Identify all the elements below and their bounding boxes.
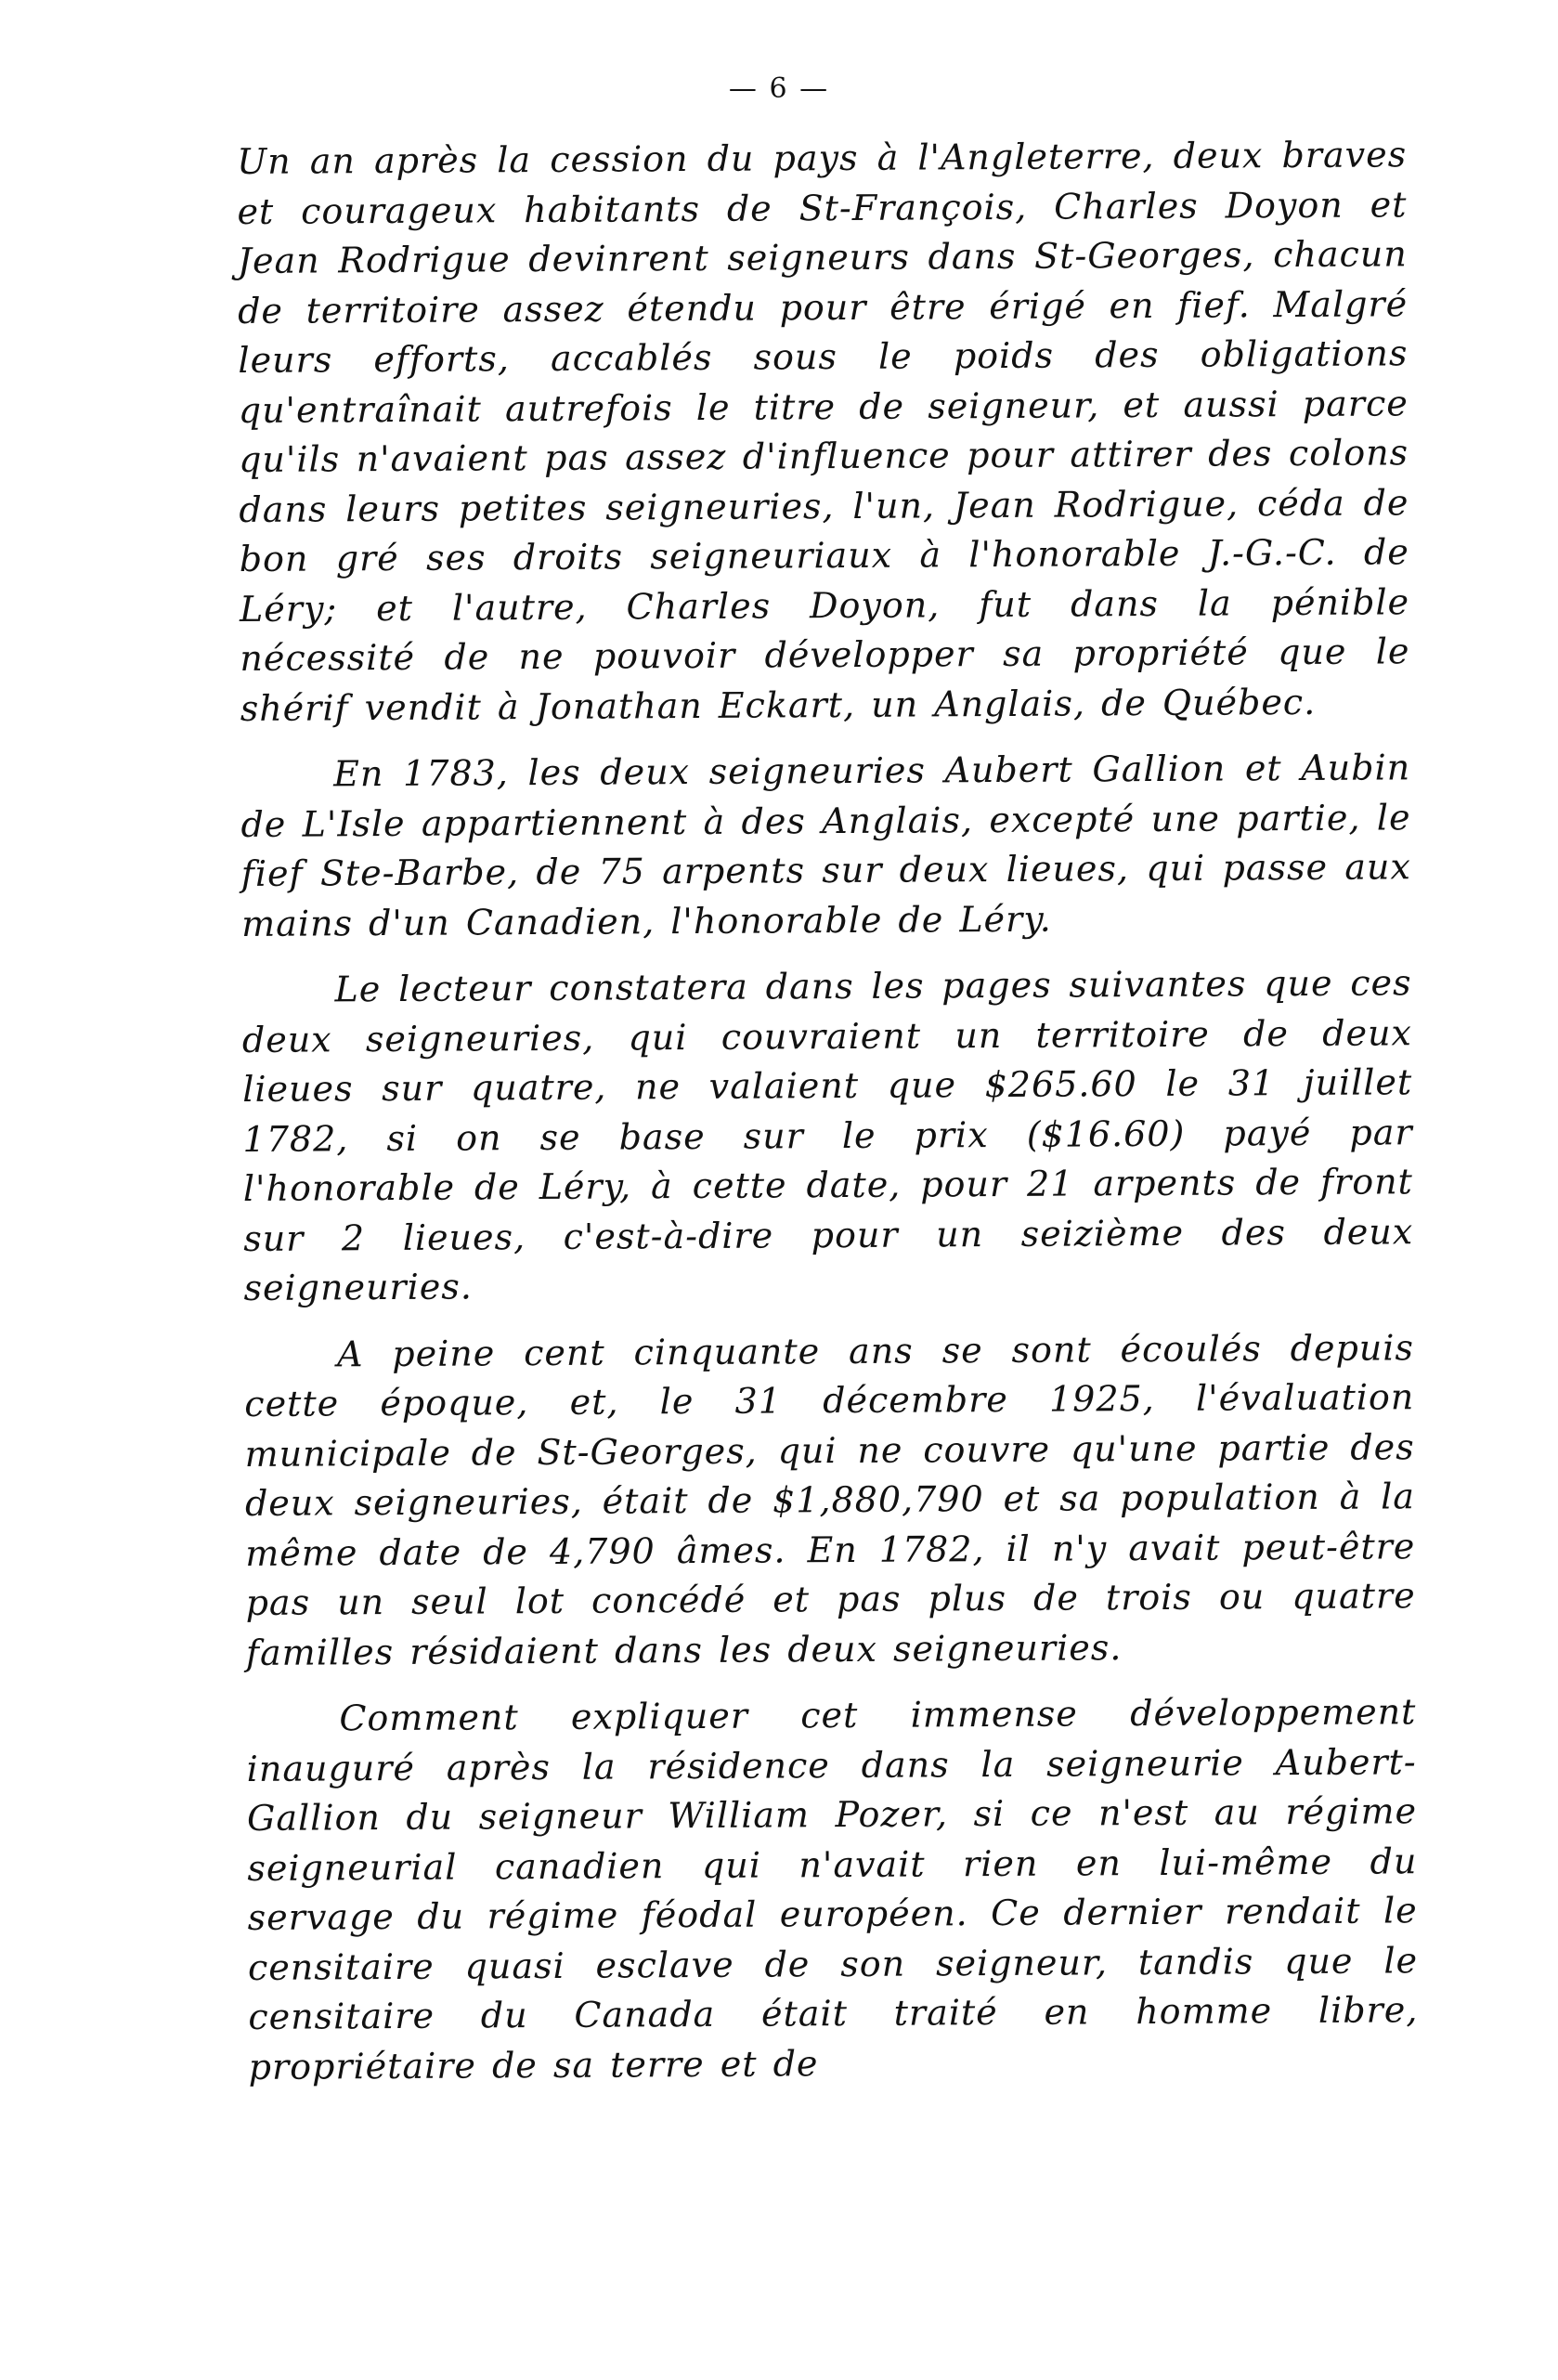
paragraph-regime: Comment expliquer cet immense développement inauguré après la résidence dans la seigneurie Aubert-Gallion du seigneur William Pozer, si ce n'est au régime seigneurial canadien qui n'avait rien en lui-même du servage du régime féodal européen. Ce dernier rendait le censitaire quasi esclave de son seigneur, tandis que le censitaire du Canada était traité en homme libre, propriétaire de sa terre et de [246,1691,1419,2087]
body-text [237,130,1419,2109]
page-number: — 6 — [728,72,830,105]
paragraph-evaluation: A peine cent cinquante ans se sont écoulés depuis cette époque, et, le 31 décembre 1925, l'évaluation municipale de St-Georges, qui ne couvre qu'une partie des deux seigneuries, était de $1,880,790 et sa population à la même date de 4,790 âmes. En 1782, il n'y avait peut-être pas un seul lot concédé et pas plus de trois ou quatre familles résidaient dans les deux seigneuries. [244,1326,1416,1673]
paragraph-cession: Un an après la cession du pays à l'Angleterre, deux braves et courageux habitants de St-François, Charles Doyon et Jean Rodrigue devinrent seigneurs dans St-Georges, chacun de territoire assez étendu pour être érigé en fief. Malgré leurs efforts, accablés sous le poids des obligations qu'entraînait autrefois le titre de seigneur, et aussi parce qu'ils n'avaient pas assez d'influence pour attirer des colons dans leurs petites seigneuries, l'un, Jean Rodrigue, céda de bon gré ses droits seigneuriaux à l'honorable J.-G.-C. de Léry; et l'autre, Charles Doyon, fut dans la pénible nécessité de ne pouvoir développer sa propriété que le shérif vendit à Jonathan Eckart, un Anglais, de Québec. [237,134,1410,729]
paragraph-lecteur: Le lecteur constatera dans les pages suivantes que ces deux seigneuries, qui couvraient un territoire de deux lieues sur quatre, ne valaient que $265.60 le 31 juillet 1782, si on se base sur le prix ($16.60) payé par l'honorable de Léry, à cette date, pour 21 arpents de front sur 2 lieues, c'est-à-dire pour un seizième des deux seigneuries. [241,962,1414,1308]
paragraph-1783: En 1783, les deux seigneuries Aubert Gallion et Aubin de L'Isle appartiennent à des Anglais, excepté une partie, le fief Ste-Barbe, de 75 arpents sur deux lieues, qui passe aux mains d'un Canadien, l'honorable de Léry. [240,747,1411,944]
